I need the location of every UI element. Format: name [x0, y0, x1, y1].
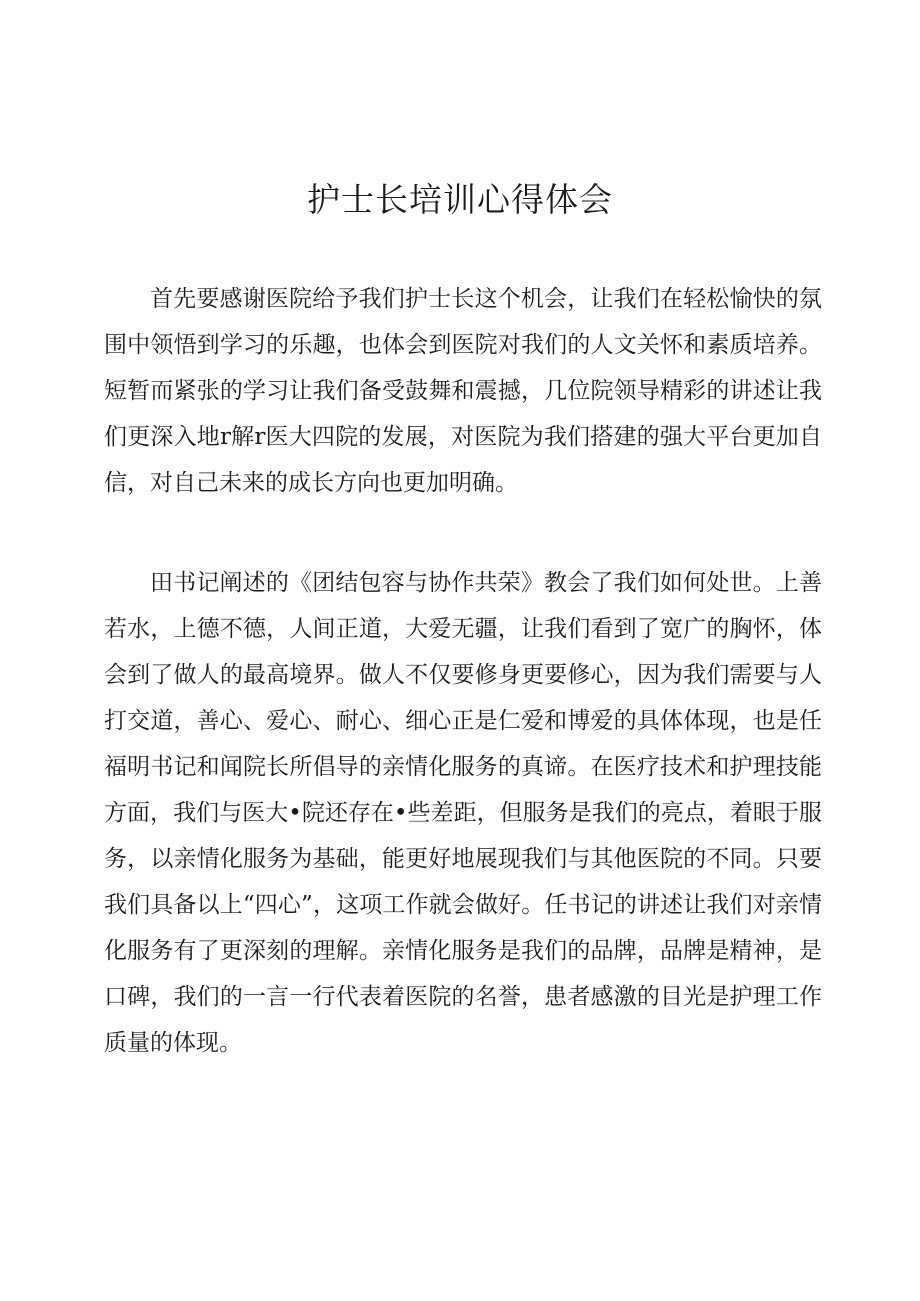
- page-title: 护士长培训心得体会: [307, 180, 613, 219]
- paragraph-intro: 首先要感谢医院给予我们护士长这个机会，让我们在轻松愉快的氛围中领悟到学习的乐趣，也体会到医院对我们的人文关怀和素质培养。短暂而紧张的学习让我们备受鼓舞和震撼，几位院领导精彩的讲述让我们更深入地r解r医大四院的发展，对医院为我们搭建的强大平台更加自信，对自己未来的成长方向也更加明确。: [104, 286, 822, 496]
- paragraph-secretary-tian: 田书记阐述的《团结包容与协作共荣》教会了我们如何处世。上善若水，上德不德，人间正道，大爱无疆，让我们看到了宽广的胸怀，体会到了做人的最高境界。做人不仅要修身更要修心，因为我们需要与人打交道，善心、爱心、耐心、细心正是仁爱和博爱的具体体现，也是任福明书记和闻院长所倡导的亲情化服务的真谛。在医疗技术和护理技能方面，我们与医大•院还存在•些差距，但服务是我们的亮点，着眼于服务，以亲情化服务为基础，能更好地展现我们与其他医院的不同。只要我们具备以上“四心”，这项工作就会做好。任书记的讲述让我们对亲情化服务有了更深刻的理解。亲情化服务是我们的品牌，品牌是精神，是口碑，我们的一言一行代表着医院的名誉，患者感激的目光是护理工作质量的体现。: [104, 570, 822, 1056]
